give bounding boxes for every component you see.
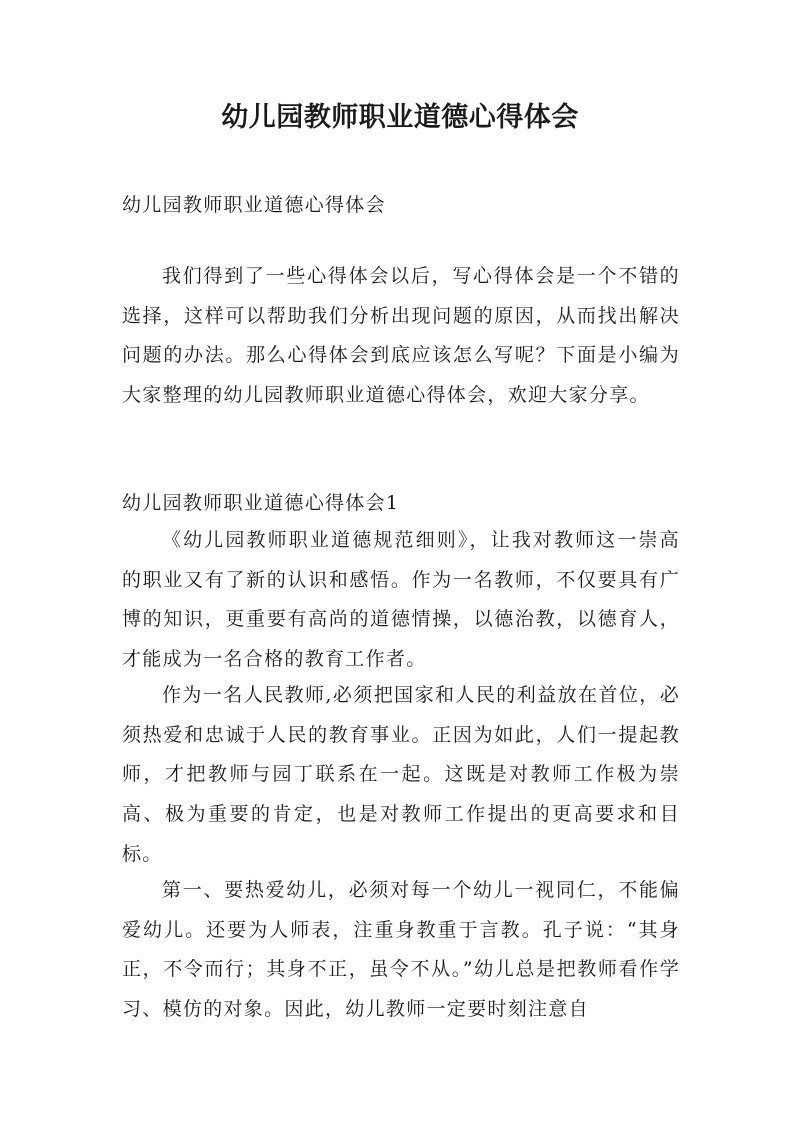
body-paragraph: 《幼儿园教师职业道德规范细则》，让我对教师这一崇高的职业又有了新的认识和感悟。作为一名教师，不仅要具有广博的知识，更重要有高尚的道德情操，以德治教，以德育人，才能成为一名合格的教育工作者。 bbox=[122, 529, 680, 671]
intro-paragraph: 我们得到了一些心得体会以后，写心得体会是一个不错的选择，这样可以帮助我们分析出现问题的原因，从而找出解决问题的办法。那么心得体会到底应该怎么写呢？下面是小编为大家整理的幼儿园教师职业道德心得体会，欢迎大家分享。 bbox=[122, 265, 680, 407]
document-title: 幼儿园教师职业道德心得体会 bbox=[221, 102, 579, 133]
document-subtitle: 幼儿园教师职业道德心得体会 bbox=[122, 194, 386, 216]
body-paragraph: 作为一名人民教师,必须把国家和人民的利益放在首位，必须热爱和忠诚于人民的教育事业。正因为如此，人们一提起教师，才把教师与园丁联系在一起。这既是对教师工作极为崇高、极为重要的肯定，也是对教师工作提出的更高要求和目标。 bbox=[122, 684, 680, 865]
section-heading: 幼儿园教师职业道德心得体会1 bbox=[122, 492, 400, 514]
body-paragraph: 第一、要热爱幼儿，必须对每一个幼儿一视同仁，不能偏爱幼儿。还要为人师表，注重身教重于言教。孔子说：“其身正，不令而行；其身不正，虽令不从。”幼儿总是把教师看作学习、模仿的对象。因此，幼儿教师一定要时刻注意自 bbox=[122, 879, 680, 1021]
